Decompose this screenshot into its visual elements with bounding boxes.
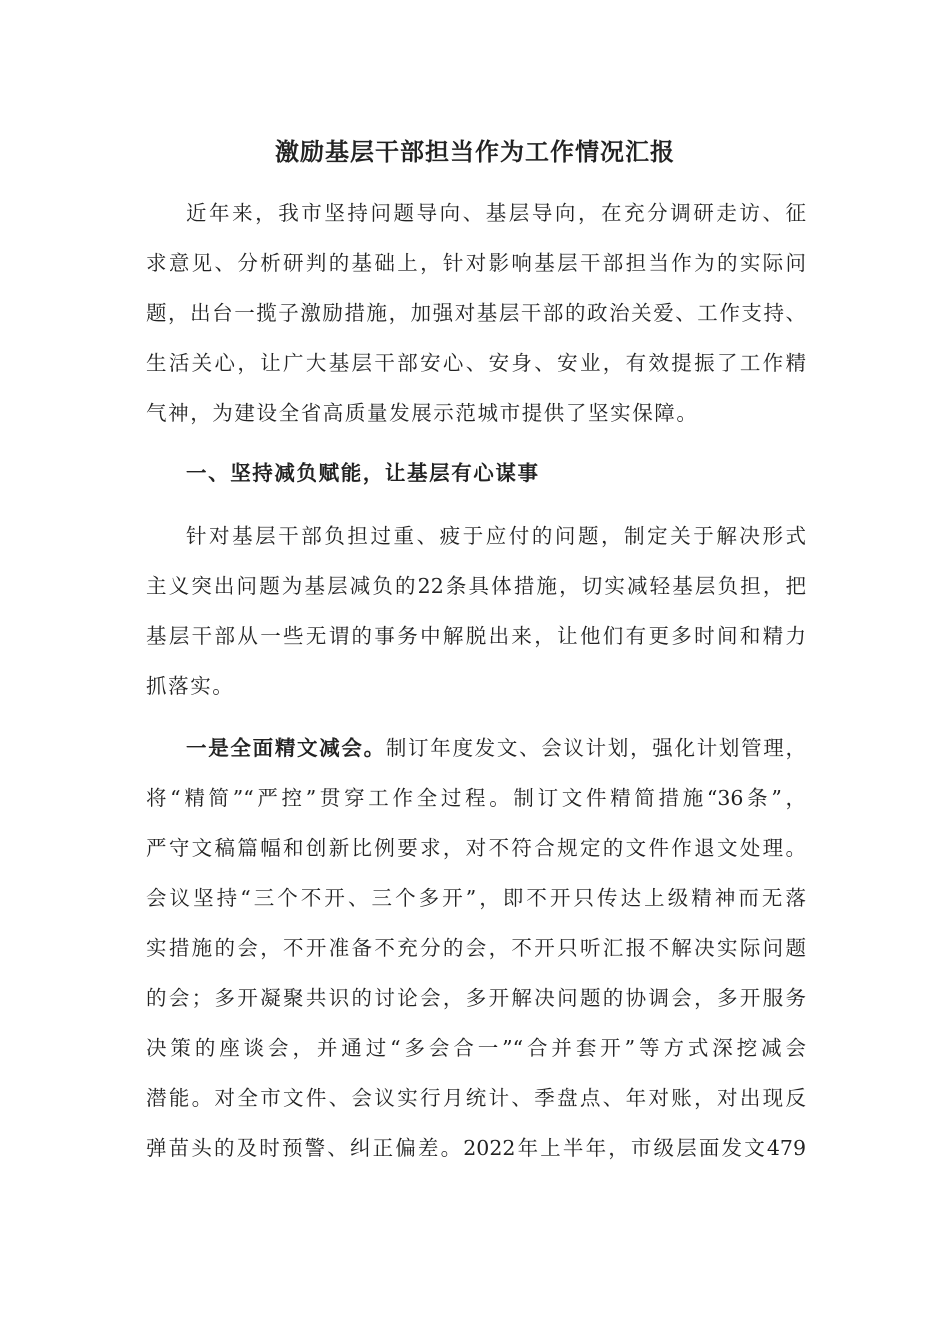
- section-line: 基层干部从一些无谓的事务中解脱出来，让他们有更多时间和精力: [146, 624, 806, 648]
- intro-line: 气神，为建设全省高质量发展示范城市提供了坚实保障。: [146, 401, 699, 425]
- item-line: 弹苗头的及时预警、纠正偏差。2022年上半年，市级层面发文479: [146, 1136, 806, 1160]
- item-lead-rest: 制订年度发文、会议计划，强化计划管理，: [385, 736, 807, 760]
- item-line: 会议坚持“三个不开、三个多开”，即不开只传达上级精神而无落: [146, 886, 806, 910]
- item-line: 实措施的会，不开准备不充分的会，不开只听汇报不解决实际问题: [146, 936, 806, 960]
- intro-line: 题，出台一揽子激励措施，加强对基层干部的政治关爱、工作支持、: [146, 301, 806, 325]
- item-lead: 一是全面精文减会。: [186, 736, 386, 760]
- section-line: 抓落实。: [146, 674, 235, 698]
- intro-line: 近年来，我市坚持问题导向、基层导向，在充分调研走访、征: [186, 201, 806, 225]
- item-line: 的会；多开凝聚共识的讨论会，多开解决问题的协调会，多开服务: [146, 986, 806, 1010]
- document-title: 激励基层干部担当作为工作情况汇报: [275, 137, 675, 166]
- section-heading: 一、坚持减负赋能，让基层有心谋事: [186, 461, 540, 485]
- item-line: 将“精简”“严控”贯穿工作全过程。制订文件精简措施“36条”，: [146, 786, 806, 810]
- item-line: 潜能。对全市文件、会议实行月统计、季盘点、年对账，对出现反: [146, 1086, 806, 1110]
- intro-line: 生活关心，让广大基层干部安心、安身、安业，有效提振了工作精: [146, 351, 806, 375]
- item-first-line: [186, 733, 806, 763]
- section-line: 主义突出问题为基层减负的22条具体措施，切实减轻基层负担，把: [146, 574, 806, 598]
- item-line: 严守文稿篇幅和创新比例要求，对不符合规定的文件作退文处理。: [146, 836, 806, 860]
- section-line: 针对基层干部负担过重、疲于应付的问题，制定关于解决形式: [186, 524, 806, 548]
- intro-line: 求意见、分析研判的基础上，针对影响基层干部担当作为的实际问: [146, 251, 806, 275]
- item-line: 决策的座谈会，并通过“多会合一”“合并套开”等方式深挖减会: [146, 1036, 806, 1060]
